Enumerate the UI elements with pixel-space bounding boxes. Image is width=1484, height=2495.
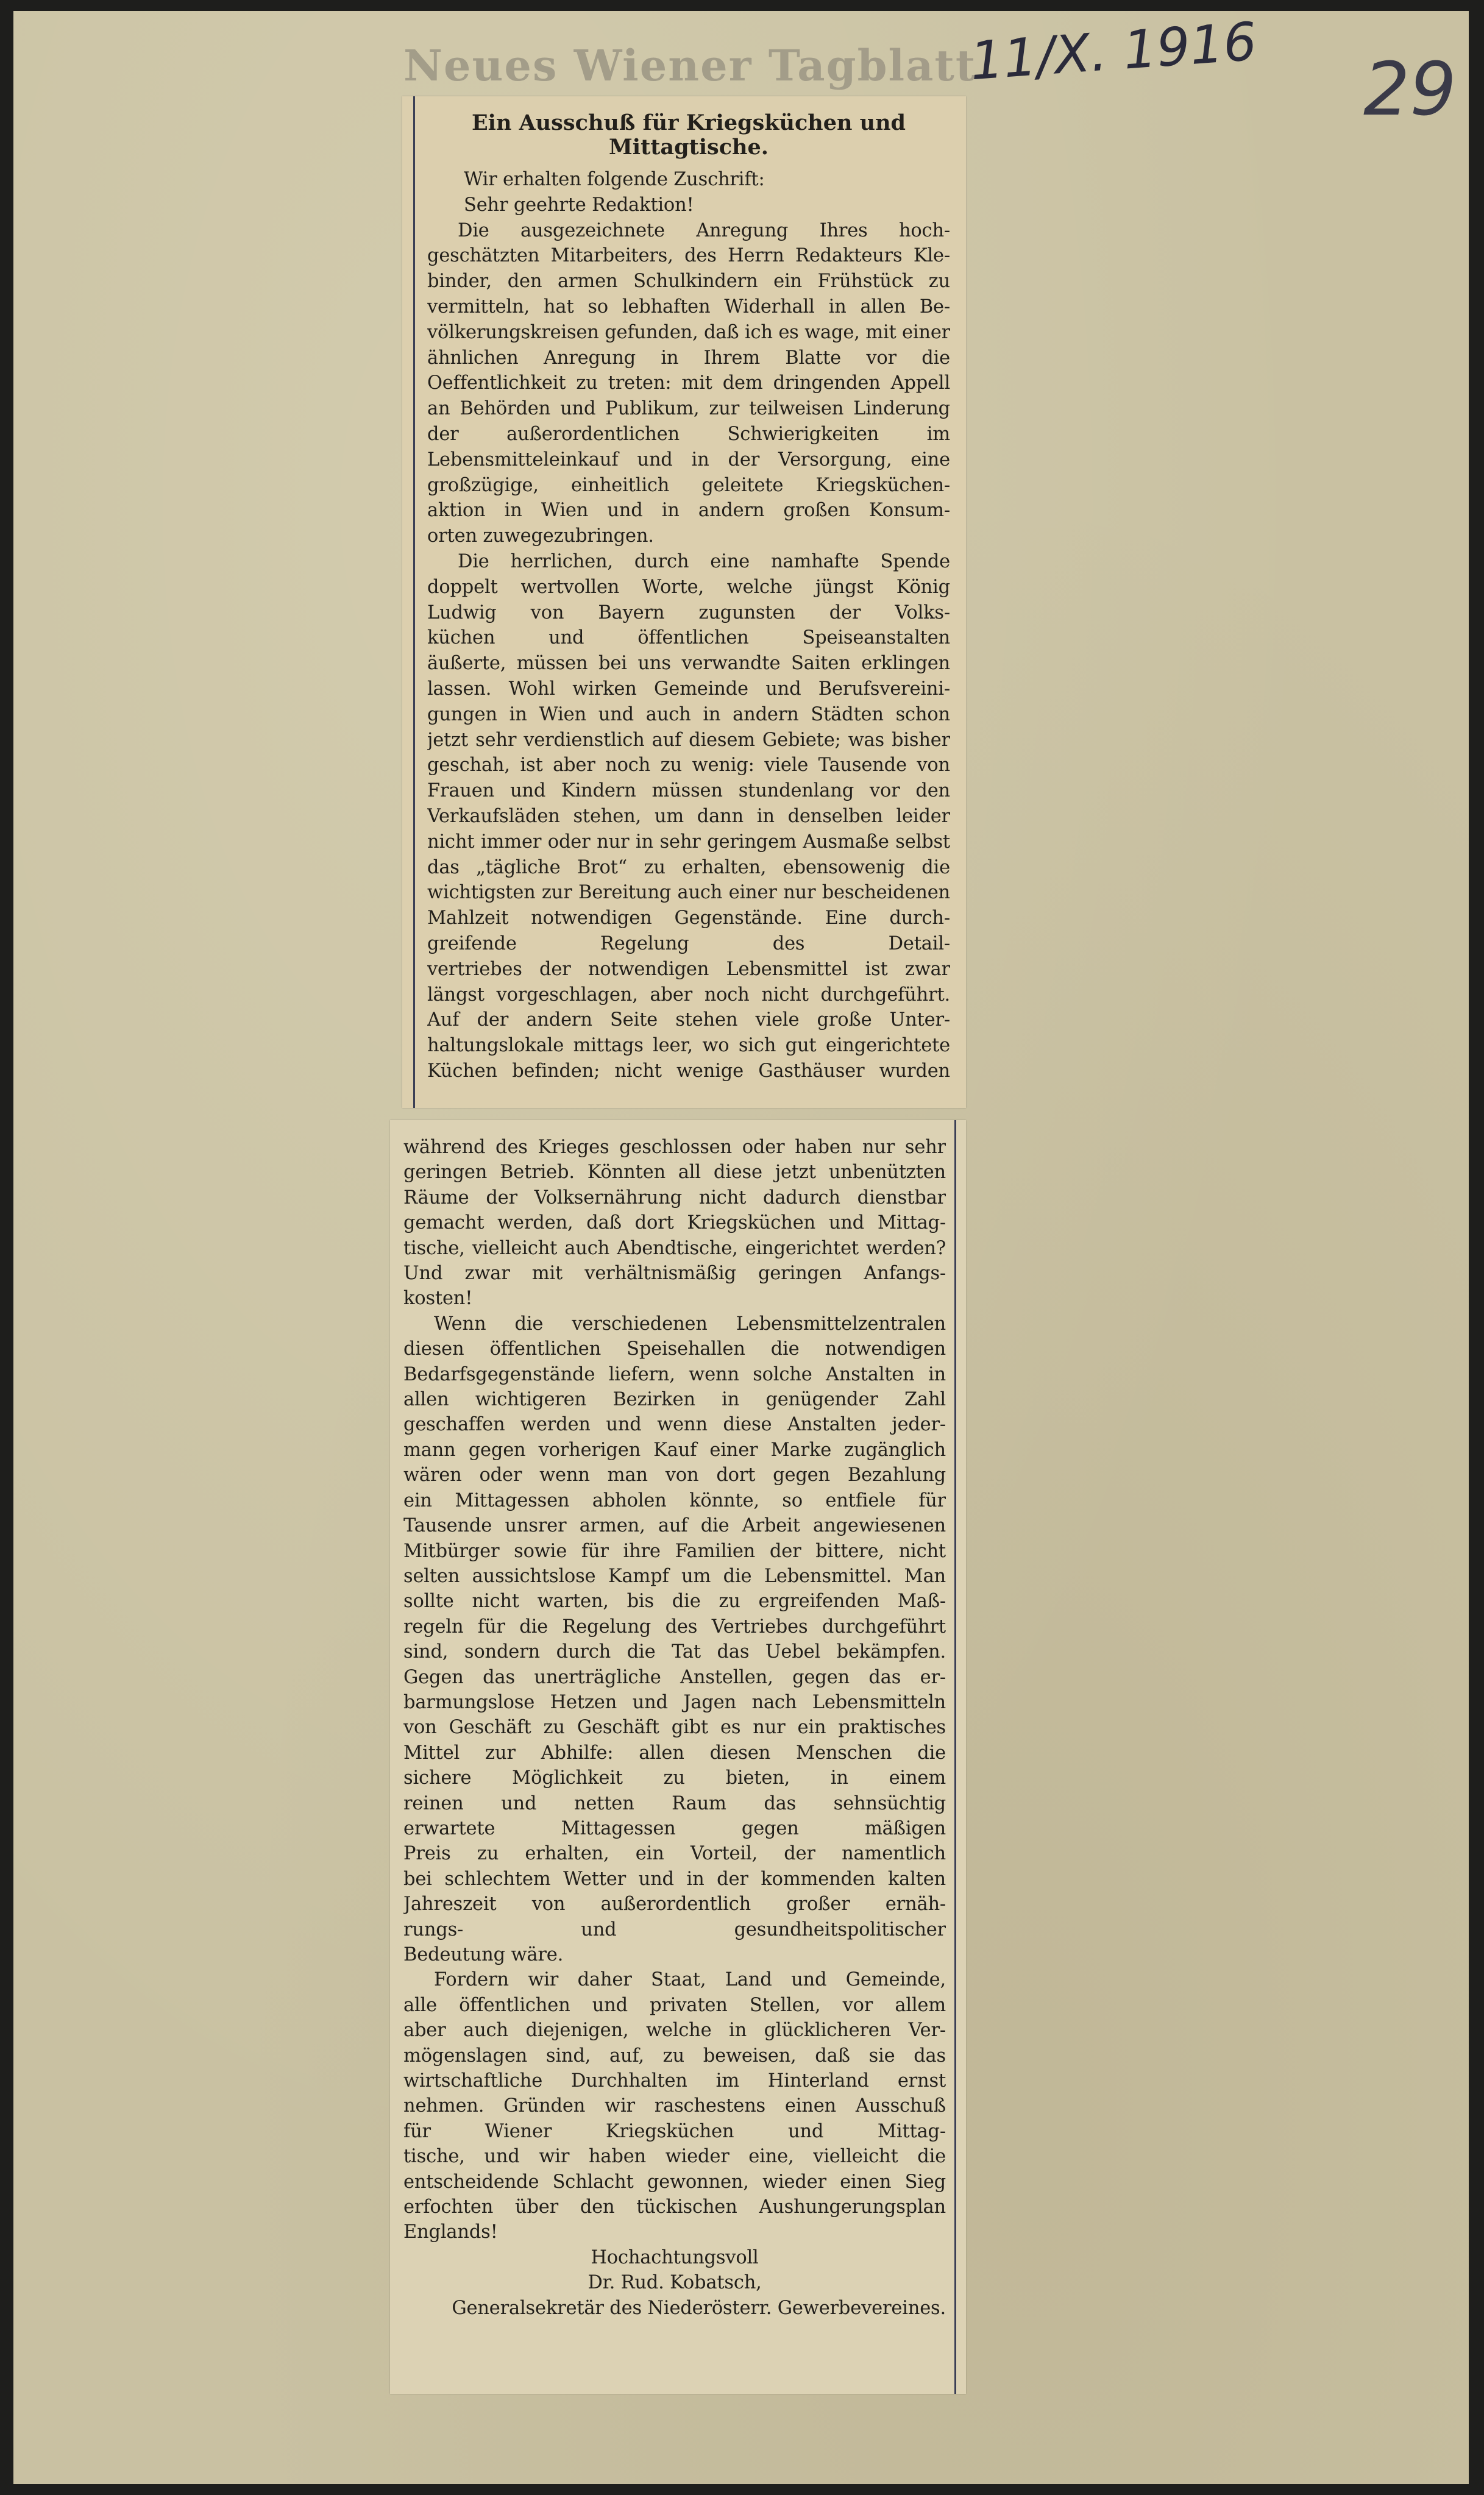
archive-sheet	[13, 11, 1469, 2484]
text-line: Verkaufsläden stehen, um dann in denselben leider	[427, 805, 950, 827]
text-line: Die herrlichen, durch eine namhafte Spende	[458, 550, 950, 572]
text-line: wären oder wenn man von dort gegen Bezahlung	[403, 1464, 946, 1486]
text-line: doppelt wertvollen Worte, welche jüngst König	[427, 576, 950, 598]
text-line: längst vorgeschlagen, aber noch nicht durchgeführt.	[427, 984, 950, 1006]
text-line: erfochten über den tückischen Aushungerungsplan	[403, 2196, 946, 2218]
text-line: vermitteln, hat so lebhaften Widerhall in allen Be-	[427, 296, 950, 318]
text-line: ein Mittagessen abholen könnte, so entfiele für	[403, 1489, 946, 1511]
text-line: binder, den armen Schulkindern ein Frühstück zu	[427, 271, 950, 293]
text-line: haltungslokale mittags leer, wo sich gut eingerichtete	[427, 1035, 950, 1057]
text-line: Mahlzeit notwendigen Gegenstände. Eine durch-	[427, 907, 950, 929]
text-line: aktion in Wien und in andern großen Konsum-	[427, 500, 950, 522]
text-line: wichtigsten zur Bereitung auch einer nur bescheidenen	[427, 882, 950, 904]
newspaper-masthead: Neues Wiener Tagblatt	[403, 40, 977, 91]
text-line: geschaffen werden und wenn diese Anstalten jeder-	[403, 1414, 946, 1436]
text-line: kosten!	[403, 1288, 473, 1310]
headline-line-1: Ein Ausschuß für Kriegsküchen und	[471, 110, 906, 135]
text-line: Fordern wir daher Staat, Land und Gemeinde,	[434, 1969, 946, 1991]
text-line: Dr. Rud. Kobatsch,	[588, 2272, 762, 2294]
text-line: nicht immer oder nur in sehr geringem Ausmaße selbst	[427, 831, 950, 853]
text-line: großzügige, einheitlich geleitete Kriegsküchen-	[427, 474, 950, 496]
text-line: Lebensmitteleinkauf und in der Versorgung, eine	[427, 449, 950, 470]
text-line: regeln für die Regelung des Vertriebes durchgeführt	[403, 1616, 946, 1638]
text-line: nehmen. Gründen wir raschestens einen Ausschuß	[403, 2095, 946, 2117]
clipping-part-1-column	[413, 96, 966, 1108]
text-line: tische, vielleicht auch Abendtische, eingerichtet werden?	[403, 1237, 946, 1259]
article-body-part-1	[427, 167, 950, 1084]
text-line: Die ausgezeichnete Anregung Ihres hoch-	[458, 219, 950, 241]
text-line: lassen. Wohl wirken Gemeinde und Berufsvereini-	[427, 678, 950, 700]
text-line: Preis zu erhalten, ein Vorteil, der namentlich	[403, 1843, 946, 1865]
text-line: küchen und öffentlichen Speiseanstalten	[427, 627, 950, 649]
text-line: Und zwar mit verhältnismäßig geringen Anfangs-	[403, 1263, 946, 1285]
text-line: Jahreszeit von außerordentlich großer ernäh-	[403, 1893, 946, 1915]
article-body-part-2	[403, 1135, 946, 2321]
article-headline	[427, 111, 950, 160]
text-line: geschätzten Mitarbeiters, des Herrn Redakteurs Kle-	[427, 245, 950, 267]
text-line: alle öffentlichen und privaten Stellen, vor allem	[403, 1994, 946, 2016]
text-line: der außerordentlichen Schwierigkeiten im	[427, 423, 950, 445]
text-line: Frauen und Kindern müssen stundenlang vor den	[427, 780, 950, 802]
handwritten-page-number: 29	[1363, 48, 1457, 132]
clipping-part-1	[402, 96, 966, 1108]
text-line: Gegen das unerträgliche Anstellen, gegen das er-	[403, 1666, 946, 1688]
text-line: entscheidende Schlacht gewonnen, wieder einen Sieg	[403, 2171, 946, 2193]
text-line: sollte nicht warten, bis die zu ergreifenden Maß-	[403, 1591, 946, 1613]
text-line: Mittel zur Abhilfe: allen diesen Menschen die	[403, 1742, 946, 1764]
text-line: für Wiener Kriegsküchen und Mittag-	[403, 2120, 946, 2142]
text-line: das „tägliche Brot“ zu erhalten, ebensowenig die	[427, 856, 950, 878]
text-line: wirtschaftliche Durchhalten im Hinterland ernst	[403, 2070, 946, 2092]
text-line: sichere Möglichkeit zu bieten, in einem	[403, 1767, 946, 1789]
text-line: Auf der andern Seite stehen viele große Unter-	[427, 1009, 950, 1031]
text-line: Küchen befinden; nicht wenige Gasthäuser wurden	[427, 1060, 950, 1082]
text-line: mögenslagen sind, auf, zu beweisen, daß sie das	[403, 2045, 946, 2067]
text-line: Hochachtungsvoll	[591, 2246, 759, 2268]
text-line: Mitbürger sowie für ihre Familien der bittere, nicht	[403, 1540, 946, 1562]
text-line: Tausende unsrer armen, auf die Arbeit angewiesenen	[403, 1515, 946, 1537]
text-line: Ludwig von Bayern zugunsten der Volks-	[427, 602, 950, 623]
text-line: während des Krieges geschlossen oder haben nur sehr	[403, 1137, 946, 1158]
text-line: bei schlechtem Wetter und in der kommenden kalten	[403, 1868, 946, 1890]
text-line: geschah, ist aber noch zu wenig: viele Tausende von	[427, 754, 950, 776]
text-line: an Behörden und Publikum, zur teilweisen Linderung	[427, 398, 950, 420]
text-line: gemacht werden, daß dort Kriegsküchen und Mittag-	[403, 1212, 946, 1234]
text-line: tische, und wir haben wieder eine, vielleicht die	[403, 2146, 946, 2168]
text-line: mann gegen vorherigen Kauf einer Marke zugänglich	[403, 1439, 946, 1461]
text-line: orten zuwegezubringen.	[427, 525, 654, 547]
text-line: selten aussichtslose Kampf um die Lebensmittel. Man	[403, 1565, 946, 1587]
text-line: Generalsekretär des Niederösterr. Gewerbevereines.	[452, 2297, 946, 2319]
text-line: geringen Betrieb. Könnten all diese jetzt unbenützten	[403, 1162, 946, 1184]
text-line: diesen öffentlichen Speisehallen die notwendigen	[403, 1338, 946, 1360]
text-line: ähnlichen Anregung in Ihrem Blatte vor die	[427, 347, 950, 369]
text-line: Wir erhalten folgende Zuschrift:	[464, 169, 765, 190]
text-line: Bedeutung wäre.	[403, 1944, 564, 1965]
text-line: aber auch diejenigen, welche in glücklicheren Ver-	[403, 2020, 946, 2042]
text-line: erwartete Mittagessen gegen mäßigen	[403, 1817, 946, 1839]
clipping-part-2-column	[390, 1120, 956, 2394]
text-line: reinen und netten Raum das sehnsüchtig	[403, 1792, 946, 1814]
text-line: Sehr geehrte Redaktion!	[464, 194, 694, 216]
text-line: allen wichtigeren Bezirken in genügender Zahl	[403, 1389, 946, 1411]
text-line: greifende Regelung des Detail-	[427, 932, 950, 954]
text-line: vertriebes der notwendigen Lebensmittel ist zwar	[427, 958, 950, 980]
text-line: barmungslose Hetzen und Jagen nach Lebensmitteln	[403, 1691, 946, 1713]
text-line: äußerte, müssen bei uns verwandte Saiten erklingen	[427, 653, 950, 675]
text-line: gungen in Wien und auch in andern Städten schon	[427, 703, 950, 725]
text-line: von Geschäft zu Geschäft gibt es nur ein praktisches	[403, 1717, 946, 1739]
text-line: sind, sondern durch die Tat das Uebel bekämpfen.	[403, 1641, 946, 1663]
text-line: Räume der Volksernährung nicht dadurch dienstbar	[403, 1187, 946, 1208]
text-line: Oeffentlichkeit zu treten: mit dem dringenden Appell	[427, 372, 950, 394]
text-line: Englands!	[403, 2221, 498, 2243]
text-line: Bedarfsgegenstände liefern, wenn solche Anstalten in	[403, 1363, 946, 1385]
text-line: jetzt sehr verdienstlich auf diesem Gebiete; was bisher	[427, 729, 950, 751]
handwritten-date: 11/X. 1916	[968, 11, 1259, 93]
clipping-part-2	[390, 1120, 966, 2394]
text-line: völkerungskreisen gefunden, daß ich es wage, mit einer	[427, 321, 950, 343]
text-line: rungs- und gesundheitspolitischer	[403, 1918, 946, 1940]
headline-line-2: Mittagtische.	[609, 135, 769, 160]
text-line: Wenn die verschiedenen Lebensmittelzentralen	[434, 1313, 946, 1335]
